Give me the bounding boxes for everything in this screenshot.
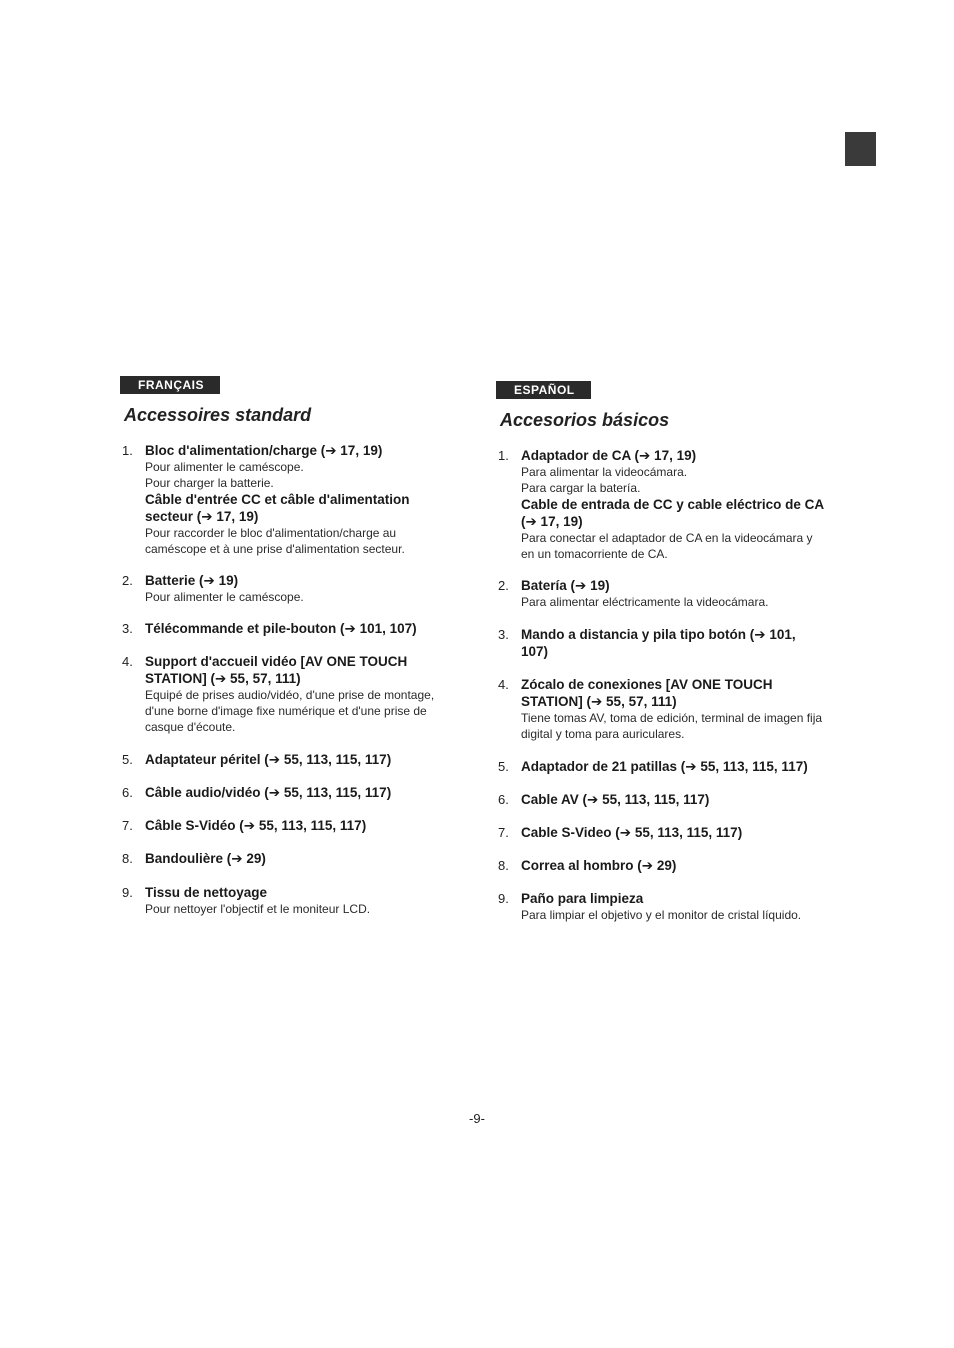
item-label: Adaptateur péritel (➔ 55, 113, 115, 117) [145, 752, 392, 767]
french-language-tab: FRANÇAIS [120, 376, 220, 394]
item-description: Pour alimenter le caméscope. [145, 590, 304, 604]
page-number: -9- [469, 1111, 485, 1126]
item-number: 4. [122, 654, 133, 669]
list-item [120, 653, 450, 735]
item-number: 6. [498, 792, 509, 807]
item-number: 9. [122, 885, 133, 900]
item-description: Pour alimenter le caméscope. [145, 460, 304, 474]
item-description: Para alimentar eléctricamente la videocámara. [521, 595, 769, 609]
item-label: Tissu de nettoyage [145, 885, 268, 900]
item-description: Para limpiar el objetivo y el monitor de cristal líquido. [521, 908, 802, 922]
item-description: Para alimentar la videocámara. [521, 465, 688, 479]
item-number: 4. [498, 677, 509, 692]
item-label: Cable AV (➔ 55, 113, 115, 117) [521, 792, 710, 807]
item-description: Pour charger la batterie. [145, 476, 274, 490]
item-label: Support d'accueil vidéo [AV ONE TOUCH STATION] (➔ 55, 57, 111) [145, 654, 408, 686]
list-item [496, 890, 826, 923]
item-label: Bandoulière (➔ 29) [145, 851, 266, 866]
item-label: Correa al hombro (➔ 29) [521, 858, 677, 873]
item-number: 2. [498, 578, 509, 593]
item-number: 8. [498, 858, 509, 873]
item-number: 5. [498, 759, 509, 774]
item-number: 1. [122, 443, 133, 458]
item-description: Equipé de prises audio/vidéo, d'une prise de montage, d'une borne d'image fixe numérique et d'une prise de casque d'écoute. [145, 688, 435, 734]
item-label: Bloc d'alimentation/charge (➔ 17, 19) [145, 443, 383, 458]
french-accessory-list [120, 442, 450, 917]
spanish-column [496, 381, 826, 923]
item-sub-label: Cable de entrada de CC y cable eléctrico de CA (➔ 17, 19) [521, 497, 824, 529]
item-label: Adaptador de 21 patillas (➔ 55, 113, 115, 117) [521, 759, 808, 774]
list-item [120, 442, 450, 557]
spanish-language-tab: ESPAÑOL [496, 381, 591, 399]
list-item [496, 676, 826, 742]
item-number: 8. [122, 851, 133, 866]
list-item [120, 850, 450, 867]
item-number: 7. [498, 825, 509, 840]
item-label: Batterie (➔ 19) [145, 573, 239, 588]
list-item [120, 817, 450, 834]
list-item [120, 884, 450, 917]
item-number: 3. [498, 627, 509, 642]
list-item [496, 447, 826, 562]
item-sub-description: Pour raccorder le bloc d'alimentation/charge au caméscope et à une prise d'alimentation secteur. [145, 526, 405, 556]
french-column [120, 376, 450, 917]
item-label: Télécommande et pile-bouton (➔ 101, 107) [145, 621, 417, 636]
list-item [120, 572, 450, 605]
item-number: 7. [122, 818, 133, 833]
item-label: Adaptador de CA (➔ 17, 19) [521, 448, 697, 463]
list-item [496, 577, 826, 610]
item-number: 9. [498, 891, 509, 906]
item-description: Pour nettoyer l'objectif et le moniteur LCD. [145, 902, 371, 916]
list-item [120, 620, 450, 637]
item-number: 5. [122, 752, 133, 767]
item-number: 2. [122, 573, 133, 588]
list-item [496, 791, 826, 808]
item-number: 6. [122, 785, 133, 800]
item-sub-description: Para conectar el adaptador de CA en la videocámara y en un tomacorriente de CA. [521, 531, 813, 561]
item-number: 1. [498, 448, 509, 463]
item-sub-label: Câble d'entrée CC et câble d'alimentation secteur (➔ 17, 19) [145, 492, 410, 524]
list-item [496, 626, 826, 660]
spanish-section-title: Accesorios básicos [500, 410, 670, 430]
item-label: Paño para limpieza [521, 891, 644, 906]
item-label: Batería (➔ 19) [521, 578, 610, 593]
corner-tab-mark [845, 132, 876, 166]
list-item [496, 857, 826, 874]
item-label: Câble S-Vidéo (➔ 55, 113, 115, 117) [145, 818, 367, 833]
item-label: Mando a distancia y pila tipo botón (➔ 101, 107) [521, 627, 796, 659]
item-label: Cable S-Video (➔ 55, 113, 115, 117) [521, 825, 743, 840]
list-item [496, 758, 826, 775]
item-description: Para cargar la batería. [521, 481, 641, 495]
list-item [496, 824, 826, 841]
list-item [120, 751, 450, 768]
spanish-accessory-list [496, 447, 826, 923]
list-item [120, 784, 450, 801]
item-description: Tiene tomas AV, toma de edición, terminal de imagen fija digital y toma para auriculares. [521, 711, 823, 741]
item-label: Câble audio/vidéo (➔ 55, 113, 115, 117) [145, 785, 392, 800]
item-number: 3. [122, 621, 133, 636]
french-section-title: Accessoires standard [124, 405, 312, 425]
item-label: Zócalo de conexiones [AV ONE TOUCH STATION] (➔ 55, 57, 111) [521, 677, 773, 709]
